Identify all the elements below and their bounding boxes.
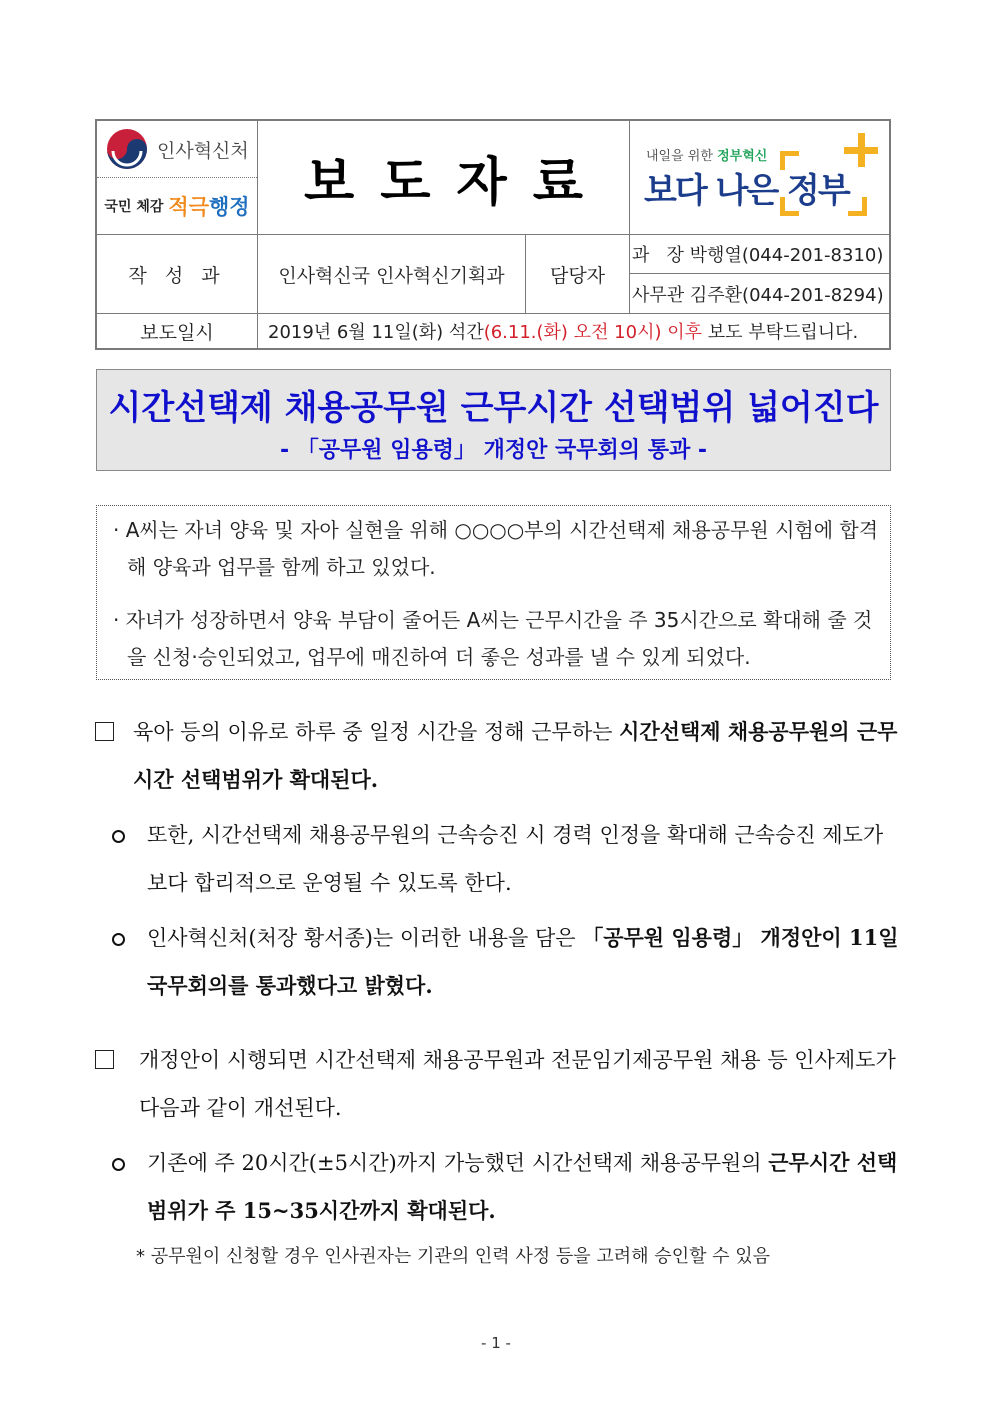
bullet-2-plain: 인사혁신처(처장 황서종)는 이러한 내용을 담은 [147,926,583,950]
bullet-3-text [95,1139,900,1235]
brand-main: 보다 나은 정부 [644,171,849,211]
section-1 [95,708,900,804]
press-title: 보도자료 [304,153,609,213]
contact-label: 담당자 [549,264,606,287]
bullet-2-bold: 「공무원 임용령」 개정안이 11일 국무회의를 통과했다고 밝혔다. [147,925,899,998]
page-number: - 1 - [481,1334,511,1352]
footnote: * 공무원이 신청할 경우 인사권자는 기관의 인력 사정 등을 고려해 승인할 수 있음 [136,1246,771,1267]
slogan-highlight-2: 행정 [208,195,250,219]
author-dept: 인사혁신국 인사혁신기획과 [278,264,505,287]
bullet-2-text [95,914,900,1010]
summary-item: · A씨는 자녀 양육 및 자아 실현을 위해 ○○○○부의 시간선택제 채용공무원 시험에 합격해 양육과 업무를 함께 하고 있었다. [113,518,879,579]
headline-subtitle: - 「공무원 임용령」 개정안 국무회의 통과 - [280,438,707,463]
bullet-1 [95,811,900,907]
headline-title: 시간선택제 채용공무원 근무시간 선택범위 넓어진다 [108,388,879,428]
section-2-text: 개정안이 시행되면 시간선택제 채용공무원과 전문임기제공무원 채용 등 인사제도가 다음과 같이 개선된다. [139,1048,896,1120]
brand-sub-highlight: 정부혁신 [717,149,768,164]
ministry-logo-cell [97,121,257,234]
section-1-plain: 육아 등의 이유로 하루 중 일정 시간을 정해 근무하는 [133,720,620,744]
org-name: 인사혁신처 [157,139,249,162]
release-embargo: (6.11.(화) 오전 10시) 이후 [483,322,702,343]
taegeuk-emblem-icon [105,127,149,171]
bracket-top-left-icon [780,151,799,170]
bullet-2 [95,914,900,1010]
press-title-cell [258,121,629,234]
contact-2: 사무관 김주환(044-201-8294) [632,284,884,306]
release-date [258,314,889,348]
government-brand-logo [630,121,889,234]
slogan-highlight-1: 적극 [168,195,209,219]
headline-box [96,369,891,471]
section-1-text [95,708,900,804]
bracket-bottom-left-icon [780,197,799,216]
press-release-header [95,119,891,350]
bullet-1-text: 또한, 시간선택제 채용공무원의 근속승진 시 경력 인정을 확대해 근속승진 제도가 보다 합리적으로 운영될 수 있도록 한다. [147,823,884,895]
section-1-bold: 시간선택제 채용공무원의 근무시간 선택범위가 확대된다. [133,719,898,792]
bullet-3-plain: 기존에 주 20시간(±5시간)까지 가능했던 시간선택제 채용공무원의 [147,1151,769,1175]
section-2 [95,1036,900,1132]
brand-subtitle [646,145,767,164]
bullet-3 [95,1139,900,1235]
release-prefix: 2019년 6월 11일(화) 석간 [268,322,484,343]
slogan-logo [97,178,257,234]
author-label: 작 성 과 [128,264,226,287]
brand-sub-prefix: 내일을 위한 [646,149,713,164]
release-label: 보도일시 [140,321,214,344]
bullet-3-bold: 근무시간 선택범위가 주 15~35시간까지 확대된다. [147,1150,898,1223]
ministry-logo [97,121,257,178]
summary-box [96,505,891,680]
summary-item: · 자녀가 성장하면서 양육 부담이 줄어든 A씨는 근무시간을 주 35시간으로 확대해 줄 것을 신청·승인되었고, 업무에 매진하여 더 좋은 성과를 낼 수 있게 되었다. [113,608,873,669]
bracket-bottom-right-icon [848,197,867,216]
contact-1: 과 장 박행열(044-201-8310) [632,245,884,266]
release-suffix: 보도 부탁드립니다. [702,322,859,343]
slogan-prefix: 국민 체감 [104,199,164,215]
plus-icon-vertical [858,133,865,167]
